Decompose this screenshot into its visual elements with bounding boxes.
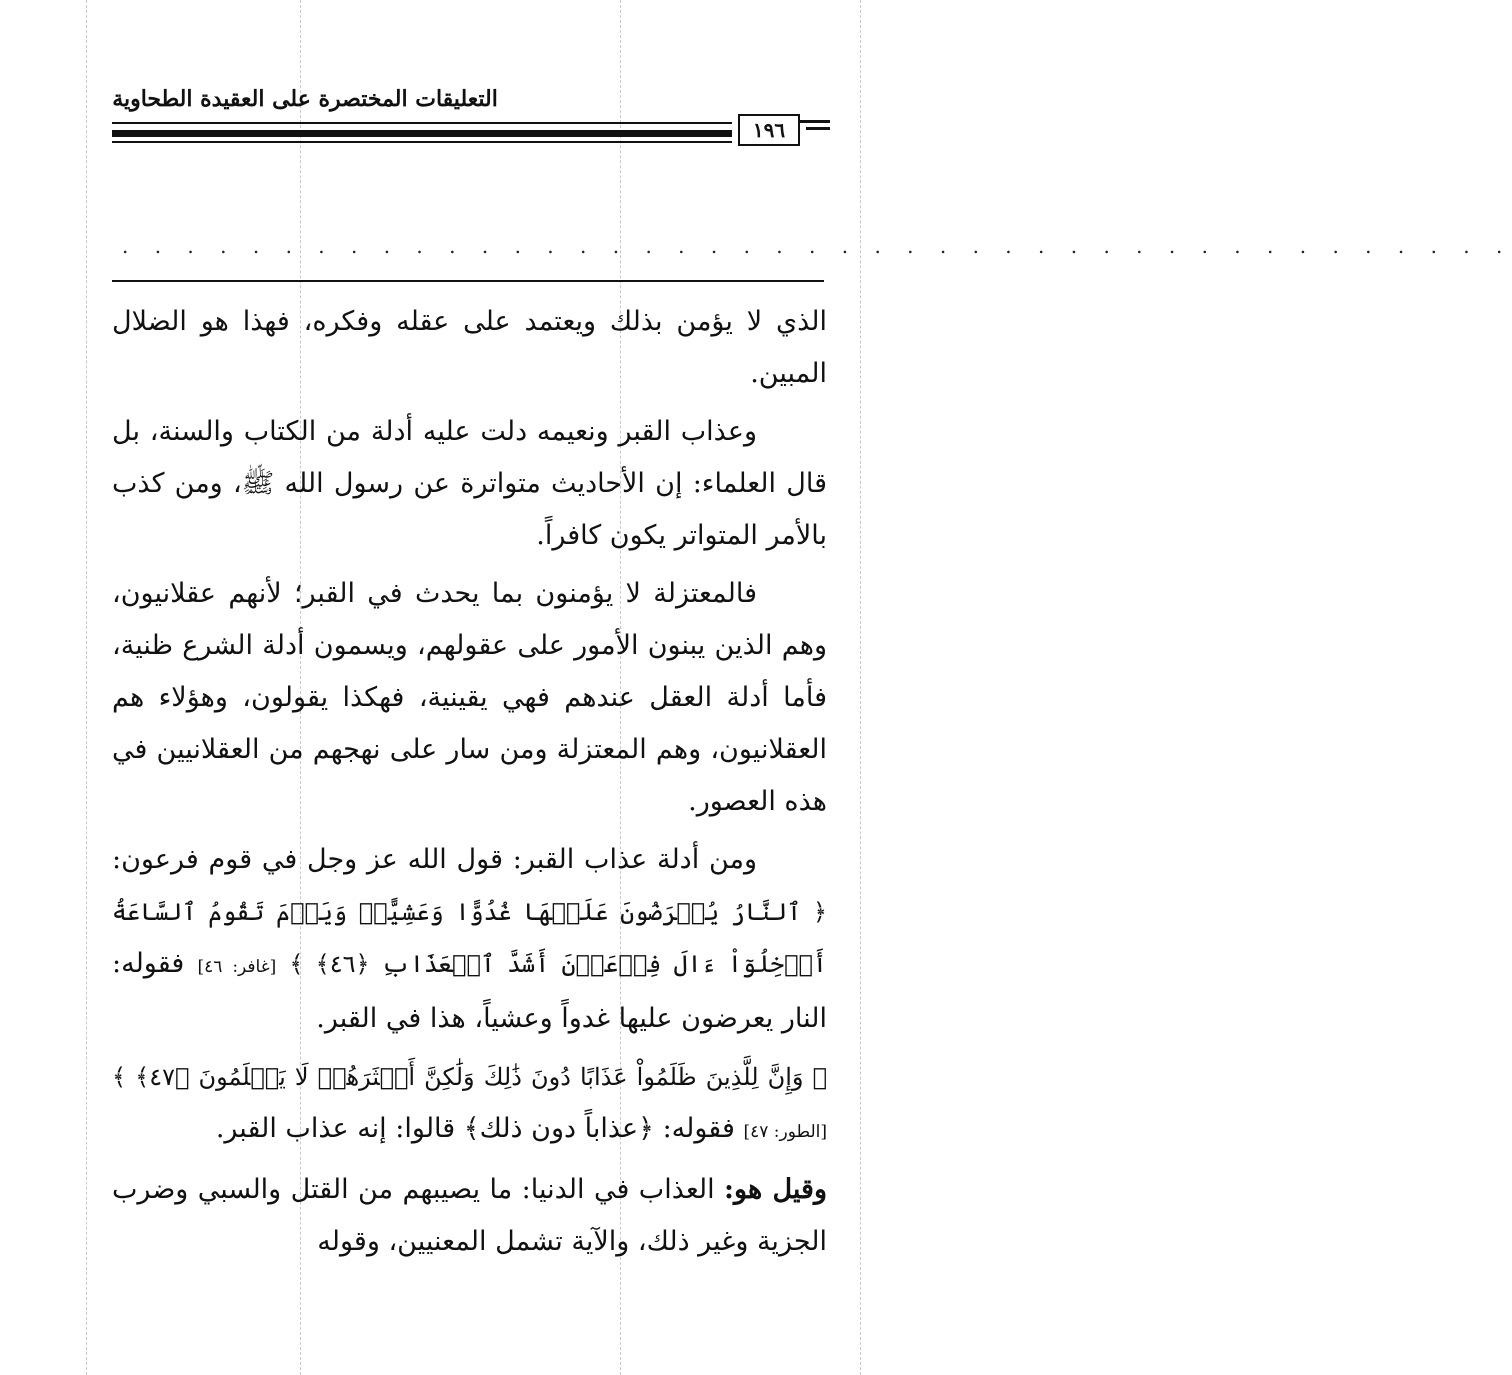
paragraph: الذي لا يؤمن بذلك ويعتمد على عقله وفكره، فهذا هو الضلال المبين. <box>112 306 827 389</box>
evidence-paragraph <box>112 1051 827 1158</box>
footnote-rule <box>112 280 824 282</box>
verse-reference: [الطور: ٤٧] <box>743 1122 827 1142</box>
paragraph <box>112 1164 827 1268</box>
header-rule <box>112 116 732 146</box>
page-number: ١٩٦ <box>738 114 800 146</box>
verse-reference: [غافر: ٤٦] <box>197 957 277 977</box>
footnote-dots: . . . . . . . . . . . . . . . . . . . . . . . . . . . . . . . . . . . . . . . . . . . <box>122 234 1512 258</box>
scan-guide-line <box>86 0 87 1375</box>
scan-guide-line <box>860 0 861 1375</box>
verse-commentary: فقوله: ﴿عذاباً دون ذلك﴾ قالوا: إنه عذاب القبر. <box>215 1113 735 1144</box>
paragraph: فالمعتزلة لا يؤمنون بما يحدث في القبر؛ لأنهم عقلانيون، وهم الذين يبنون الأمور على عقولهم، ويسمون أدلة الشرع ظنية، فأما أدلة العقل عندهم فهي يقينية، فهكذا يقولون، وهؤلاء هم العقلانيون، وهم المعتزلة ومن سار على نهجهم من العقلانيين في هذه العصور. <box>112 578 827 817</box>
quran-verse: ﴿ ٱلنَّارُ يُعۡرَضُونَ عَلَيۡهَا غُدُوًّا وَعَشِيًّاۚ وَيَوۡمَ تَقُومُ ٱلسَّاعَةُ أَدۡخِلُوٓاْ ءَالَ فِرۡعَوۡنَ أَشَدَّ ٱلۡعَذَابِ ﴿٤٦﴾ ﴾ <box>112 898 827 978</box>
paragraph-lead: وقيل هو: <box>724 1174 827 1205</box>
quran-verse: ﴿ وَإِنَّ لِلَّذِينَ ظَلَمُواْ عَذَابًا دُونَ ذَٰلِكَ وَلَٰكِنَّ أَكۡثَرَهُمۡ لَا يَعۡلَمُونَ ﴿٤٧﴾ ﴾ <box>112 1063 827 1091</box>
paragraph-text: العذاب في الدنيا: ما يصيبهم من القتل والسبي وضرب الجزية وغير ذلك، والآية تشمل المعنيين، وقوله <box>112 1174 827 1257</box>
evidence-paragraph <box>112 834 827 1045</box>
header-ornament <box>800 120 830 142</box>
running-title: التعليقات المختصرة على العقيدة الطحاوية <box>112 86 498 112</box>
verse-commentary: فقوله: النار يعرضون عليها غدواً وعشياً، هذا في القبر. <box>112 948 827 1034</box>
paragraph: وعذاب القبر ونعيمه دلت عليه أدلة من الكتاب والسنة، بل قال العلماء: إن الأحاديث متواترة عن رسول الله ﷺ، ومن كذب بالأمر المتواتر يكون كافراً. <box>112 416 827 551</box>
page-body <box>112 296 827 1274</box>
evidence-intro: ومن أدلة عذاب القبر: قول الله عز وجل في قوم فرعون: <box>112 844 757 875</box>
